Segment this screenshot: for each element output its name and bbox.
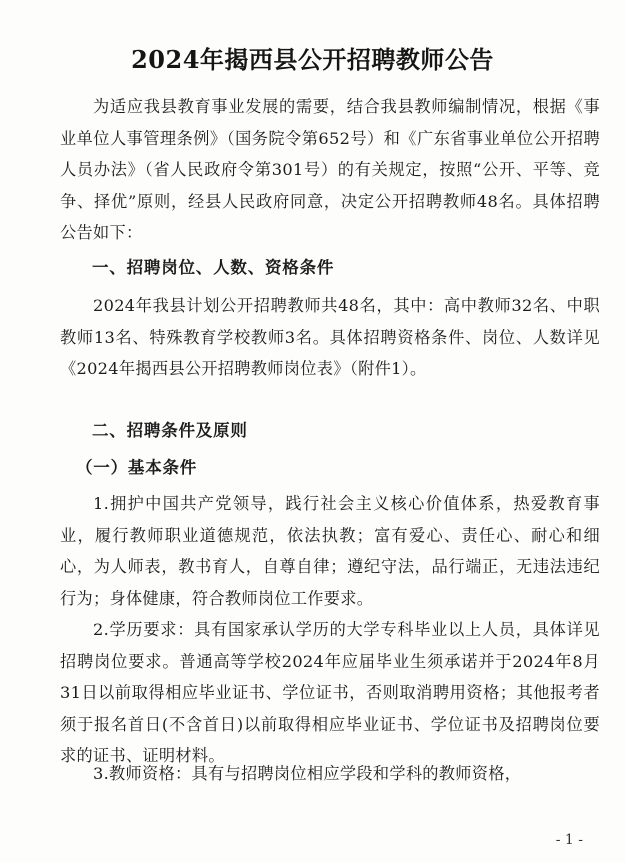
intro-paragraph: 为适应我县教育事业发展的需要，结合我县教师编制情况，根据《事业单位人事管理条例》（国务院令第652号）和《广东省事业单位公开招聘人员办法》（省人民政府令第301号）的有关规定，按照“公开、平等、竞争、择优”原则，经县人民政府同意，决定公开招聘教师48名。具体招聘公告如下： [60, 97, 600, 242]
condition-item-1: 1.拥护中国共产党领导，践行社会主义核心价值体系，热爱教育事业，履行教师职业道德规范，依法执教；富有爱心、责任心、耐心和细心，为人师表，教书育人，自尊自律；遵纪守法，品行端正，无违法违纪行为；身体健康，符合教师岗位工作要求。 [60, 494, 600, 608]
document-title: 2024年揭西县公开招聘教师公告 [131, 45, 494, 74]
section-1-heading: 一、招聘岗位、人数、资格条件 [92, 258, 335, 277]
page-number: - 1 - [555, 832, 583, 848]
condition-item-3: 3.教师资格：具有与招聘岗位相应学段和学科的教师资格， [93, 764, 522, 783]
section-2-subheading: （一）基本条件 [76, 458, 198, 477]
section-1-paragraph: 2024年我县计划公开招聘教师共48名，其中：高中教师32名、中职教师13名、特殊教育学校教师3名。具体招聘资格条件、岗位、人数详见《2024年揭西县公开招聘教师岗位表》（附件1）。 [60, 296, 600, 378]
condition-item-2: 2.学历要求：具有国家承认学历的大学专科毕业以上人员，具体详见招聘岗位要求。普通高等学校2024年应届毕业生须承诺并于2024年8月31日以前取得相应毕业证书、学位证书，否则取消聘用资格；其他报考者须于报名首日(不含首日)以前取得相应毕业证书、学位证书及招聘岗位要求的证书、证明材料。 [60, 620, 600, 765]
section-2-heading: 二、招聘条件及原则 [92, 421, 248, 440]
